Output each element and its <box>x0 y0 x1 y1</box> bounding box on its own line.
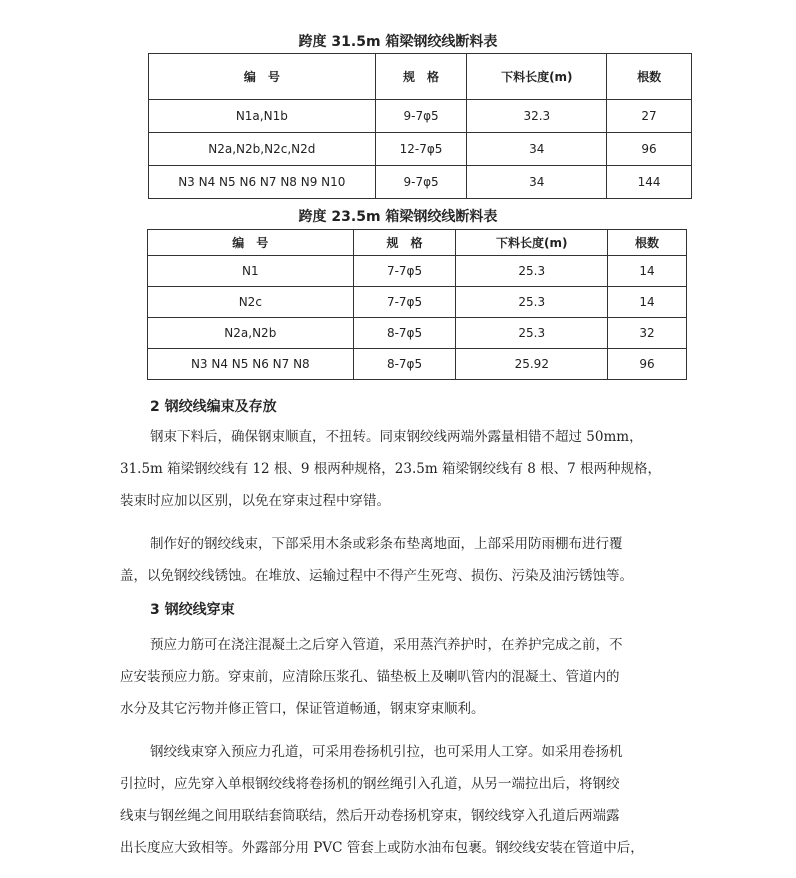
section3-paragraph-1 <box>120 629 710 725</box>
table2-header-row <box>148 230 687 256</box>
text-line: 钢束下料后，确保钢束顺直，不扭转。同束钢绞线两端外露量相错不超过 50mm， <box>150 429 643 445</box>
table2-header-cell: 下料长度(m) <box>456 230 608 256</box>
table2-header-cell: 规 格 <box>353 230 456 256</box>
table-cell: 25.3 <box>456 256 608 287</box>
table-cell: 144 <box>607 166 692 199</box>
text-line: 31.5m 箱梁钢绞线有 12 根、9 根两种规格，23.5m 箱梁钢绞线有 8 根、7 根两种规格， <box>120 461 661 477</box>
table1-header-cell: 规 格 <box>375 54 467 100</box>
text-line: 装束时应加以区别，以免在穿束过程中穿错。 <box>120 493 390 509</box>
section2-paragraph-1 <box>120 421 710 517</box>
table-cell: N3 N4 N5 N6 N7 N8 <box>148 349 354 380</box>
text-line: 出长度应大致相等。外露部分用 PVC 管套上或防水油布包裹。钢绞线安装在管道中后， <box>120 840 644 856</box>
table-cell: 34 <box>467 133 607 166</box>
section3-heading: 3 钢绞线穿束 <box>150 602 235 618</box>
table-cell: N1a,N1b <box>149 100 376 133</box>
table-cell: 25.3 <box>456 287 608 318</box>
table1-title: 跨度 31.5m 箱梁钢绞线断料表 <box>298 34 498 50</box>
table-row <box>148 287 687 318</box>
table-cell: 34 <box>467 166 607 199</box>
table-row <box>149 100 692 133</box>
table-cell: N1 <box>148 256 354 287</box>
table1-header-row <box>149 54 692 100</box>
table-cell: 14 <box>608 287 687 318</box>
table-row <box>148 256 687 287</box>
table-cell: N3 N4 N5 N6 N7 N8 N9 N10 <box>149 166 376 199</box>
table-cell: 9-7φ5 <box>375 166 467 199</box>
table2 <box>147 229 687 380</box>
table-row <box>148 318 687 349</box>
table2-title: 跨度 23.5m 箱梁钢绞线断料表 <box>298 209 498 225</box>
table-cell: 8-7φ5 <box>353 349 456 380</box>
text-line: 引拉时，应先穿入单根钢绞线将卷扬机的钢丝绳引入孔道，从另一端拉出后，将钢绞 <box>120 776 620 792</box>
table-cell: 32 <box>608 318 687 349</box>
table1-header-cell: 下料长度(m) <box>467 54 607 100</box>
table-cell: 12-7φ5 <box>375 133 467 166</box>
table-row <box>149 166 692 199</box>
text-line: 水分及其它污物并修正管口，保证管道畅通，钢束穿束顺利。 <box>120 701 485 717</box>
table2-header-cell: 编 号 <box>148 230 354 256</box>
table1-header-cell: 根数 <box>607 54 692 100</box>
table-row <box>149 133 692 166</box>
table-cell: 9-7φ5 <box>375 100 467 133</box>
text-line: 应安装预应力筋。穿束前，应清除压浆孔、锚垫板上及喇叭管内的混凝土、管道内的 <box>120 669 620 685</box>
table-cell: 27 <box>607 100 692 133</box>
text-line: 盖，以免钢绞线锈蚀。在堆放、运输过程中不得产生死弯、损伤、污染及油污锈蚀等。 <box>120 568 633 584</box>
table-cell: 32.3 <box>467 100 607 133</box>
table-cell: N2c <box>148 287 354 318</box>
table-cell: 8-7φ5 <box>353 318 456 349</box>
table-cell: 25.92 <box>456 349 608 380</box>
text-line: 制作好的钢绞线束，下部采用木条或彩条布垫离地面，上部采用防雨棚布进行覆 <box>150 536 623 552</box>
section2-paragraph-2 <box>120 528 710 592</box>
table-cell: N2a,N2b <box>148 318 354 349</box>
table-cell: 25.3 <box>456 318 608 349</box>
text-line: 线束与钢丝绳之间用联结套筒联结，然后开动卷扬机穿束，钢绞线穿入孔道后两端露 <box>120 808 620 824</box>
table-cell: 7-7φ5 <box>353 256 456 287</box>
table-cell: 7-7φ5 <box>353 287 456 318</box>
table1 <box>148 53 692 199</box>
table-cell: 14 <box>608 256 687 287</box>
table2-header-cell: 根数 <box>608 230 687 256</box>
text-line: 预应力筋可在浇注混凝土之后穿入管道，采用蒸汽养护时，在养护完成之前，不 <box>150 637 623 653</box>
table-cell: N2a,N2b,N2c,N2d <box>149 133 376 166</box>
table-cell: 96 <box>607 133 692 166</box>
text-line: 钢绞线束穿入预应力孔道，可采用卷扬机引拉，也可采用人工穿。如采用卷扬机 <box>150 744 623 760</box>
section2-heading: 2 钢绞线编束及存放 <box>150 399 277 415</box>
section3-paragraph-2 <box>120 736 710 864</box>
table-cell: 96 <box>608 349 687 380</box>
table1-header-cell: 编 号 <box>149 54 376 100</box>
table-row <box>148 349 687 380</box>
